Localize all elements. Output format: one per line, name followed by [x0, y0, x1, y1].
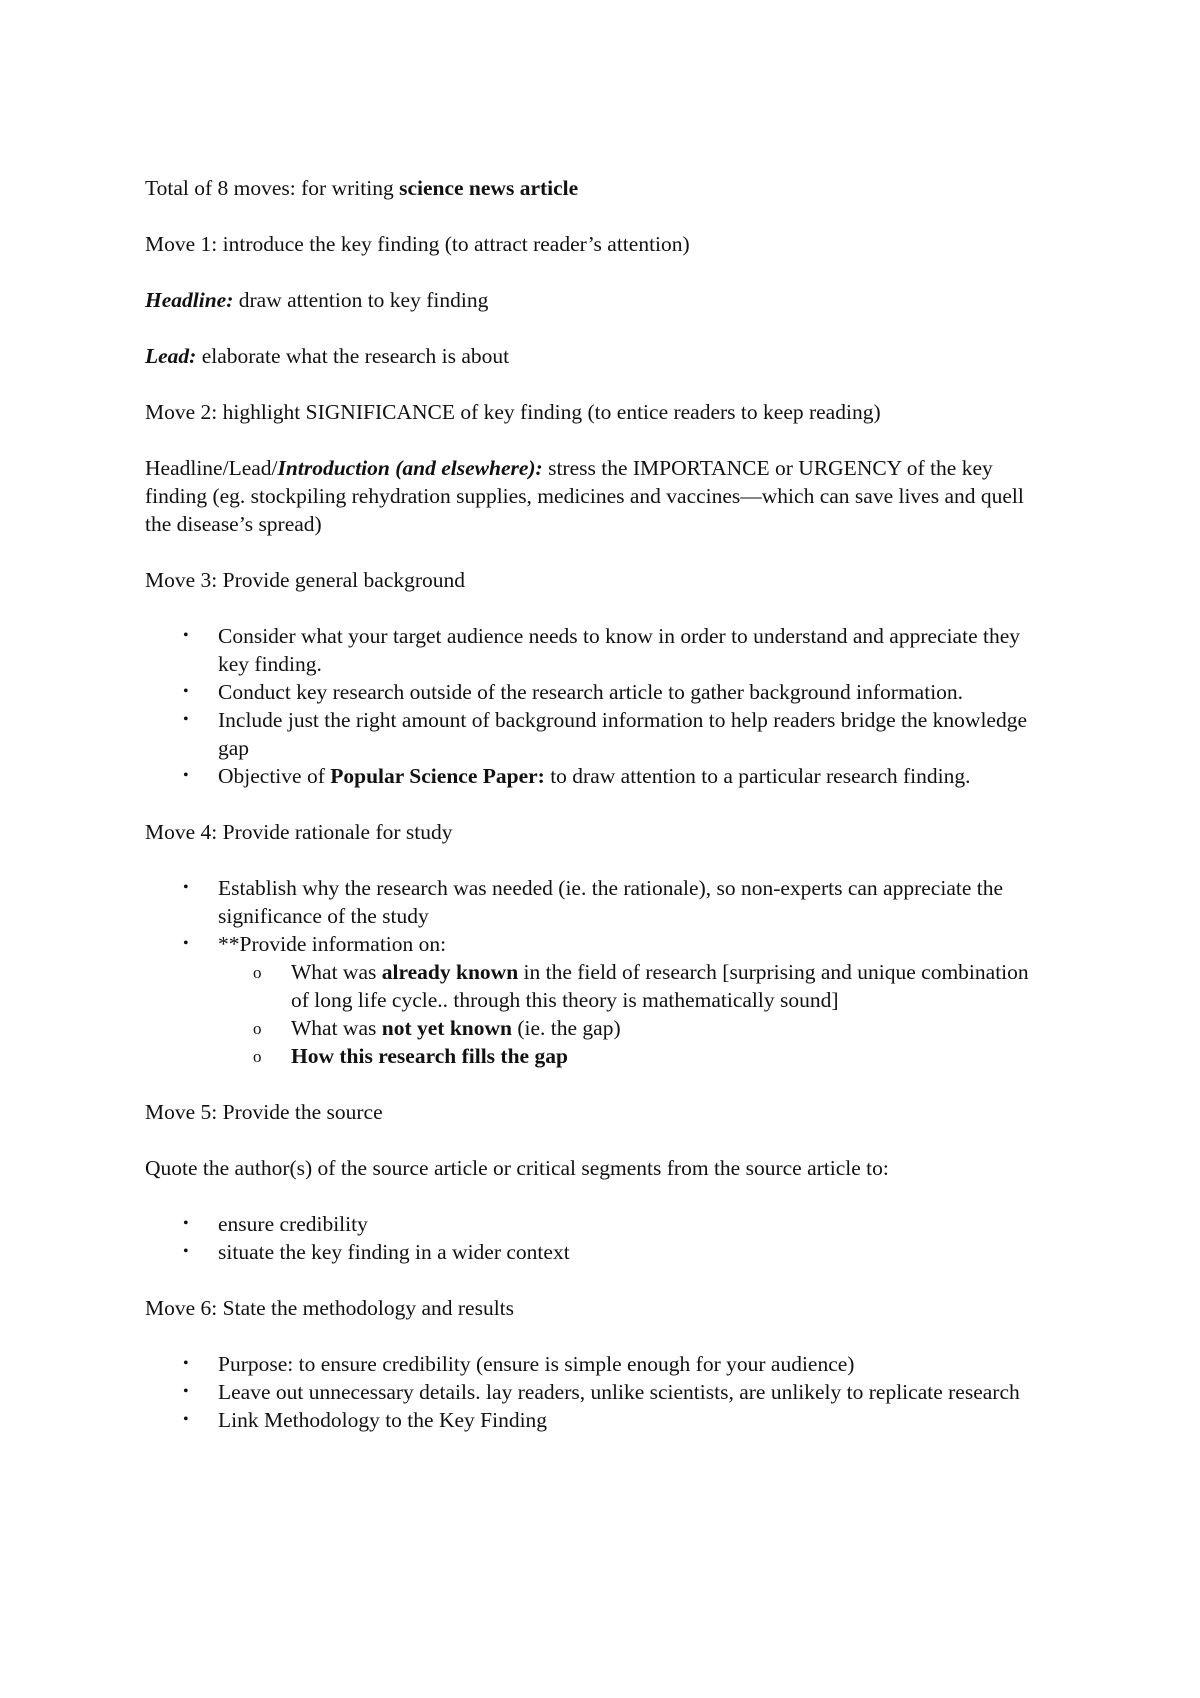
- intro-bold-text: science news article: [399, 176, 579, 200]
- list-item-text: ensure credibility: [218, 1212, 368, 1236]
- move2-text: stress the IMPORTANCE or URGENCY of the key finding (eg. stockpiling rehydration supplies, medicines and vaccines—which can save lives and quell the disease’s spread): [145, 456, 1024, 536]
- move5-list: [145, 1210, 1045, 1266]
- list-item-text: Establish why the research was needed (ie. the rationale), so non-experts can appreciate the significance of the study: [218, 876, 1004, 928]
- bullet-icon: •: [183, 711, 189, 728]
- list-item: [145, 762, 1045, 790]
- move4-heading: Move 4: Provide rationale for study: [145, 820, 453, 844]
- list-item-text: Purpose: to ensure credibility (ensure is simple enough for your audience): [218, 1352, 855, 1376]
- move5-heading: Move 5: Provide the source: [145, 1100, 383, 1124]
- list-item: [145, 1350, 1045, 1378]
- sub-list-item-text: What was: [291, 1016, 382, 1040]
- list-item-text: Consider what your target audience needs to know in order to understand and appreciate they key finding.: [218, 624, 1021, 676]
- move2-heading: Move 2: highlight SIGNIFICANCE of key finding (to entice readers to keep reading): [145, 400, 881, 424]
- list-item: [145, 706, 1045, 762]
- list-item-text: Link Methodology to the Key Finding: [218, 1408, 548, 1432]
- sub-bullet-icon: o: [253, 963, 262, 982]
- move3-list: [145, 622, 1045, 790]
- list-item: [145, 1406, 1045, 1434]
- bullet-icon: •: [183, 1215, 189, 1232]
- sub-list-item-text: What was: [291, 960, 382, 984]
- sub-list-item-bold-text: not yet known: [381, 1016, 512, 1040]
- move2-label: Introduction (and elsewhere):: [277, 456, 543, 480]
- bullet-icon: •: [183, 683, 189, 700]
- list-item: [145, 1378, 1045, 1406]
- bullet-icon: •: [183, 935, 189, 952]
- bullet-icon: •: [183, 1383, 189, 1400]
- move1-heading: Move 1: introduce the key finding (to attract reader’s attention): [145, 232, 690, 256]
- move1-lead-paragraph: [145, 342, 1045, 370]
- list-item-text: Objective of: [218, 764, 331, 788]
- bullet-icon: •: [183, 767, 189, 784]
- move2-prefix: Headline/Lead/: [145, 456, 278, 480]
- sub-list-item: [218, 1014, 1045, 1042]
- list-item-bold-text: Popular Science Paper:: [330, 764, 545, 788]
- lead-text: elaborate what the research is about: [196, 344, 510, 368]
- move3-heading: Move 3: Provide general background: [145, 568, 466, 592]
- bullet-icon: •: [183, 879, 189, 896]
- move6-heading: Move 6: State the methodology and results: [145, 1296, 515, 1320]
- headline-text: draw attention to key finding: [233, 288, 489, 312]
- bullet-icon: •: [183, 627, 189, 644]
- list-item: [145, 1210, 1045, 1238]
- move4-sub-list: [218, 958, 1045, 1070]
- list-item-text: Leave out unnecessary details. lay readers, unlike scientists, are unlikely to replicate research: [218, 1380, 1020, 1404]
- list-item: [145, 930, 1045, 1070]
- sub-list-item-text: in the field of research [surprising and unique combination of long life cycle.. through this theory is mathematically sound]: [291, 960, 1029, 1012]
- bullet-icon: •: [183, 1411, 189, 1428]
- sub-list-item: [218, 958, 1045, 1014]
- move5-paragraph: Quote the author(s) of the source article or critical segments from the source article to:: [145, 1156, 889, 1180]
- sub-bullet-icon: o: [253, 1047, 262, 1066]
- list-item-text: to draw attention to a particular research finding.: [544, 764, 971, 788]
- list-item: [145, 678, 1045, 706]
- list-item-text: Include just the right amount of background information to help readers bridge the knowledge gap: [218, 708, 1028, 760]
- move4-list: [145, 874, 1045, 1070]
- sub-list-item: [218, 1042, 1045, 1070]
- list-item-text: Conduct key research outside of the research article to gather background information.: [218, 680, 964, 704]
- move2-paragraph: [145, 454, 1045, 538]
- intro-paragraph: [145, 174, 1045, 202]
- list-item-text: situate the key finding in a wider context: [218, 1240, 570, 1264]
- sub-list-item-bold-text: How this research fills the gap: [291, 1044, 568, 1068]
- move6-list: [145, 1350, 1045, 1434]
- list-item: [145, 874, 1045, 930]
- sub-list-item-bold-text: already known: [381, 960, 519, 984]
- intro-text: Total of 8 moves: for writing: [145, 176, 400, 200]
- list-item-text: **Provide information on:: [218, 932, 447, 956]
- headline-label: Headline:: [145, 288, 234, 312]
- bullet-icon: •: [183, 1355, 189, 1372]
- sub-bullet-icon: o: [253, 1019, 262, 1038]
- bullet-icon: •: [183, 1243, 189, 1260]
- document-page: [145, 174, 1045, 1462]
- sub-list-item-text: (ie. the gap): [511, 1016, 621, 1040]
- list-item: [145, 1238, 1045, 1266]
- move1-headline-paragraph: [145, 286, 1045, 314]
- list-item: [145, 622, 1045, 678]
- lead-label: Lead:: [145, 344, 197, 368]
